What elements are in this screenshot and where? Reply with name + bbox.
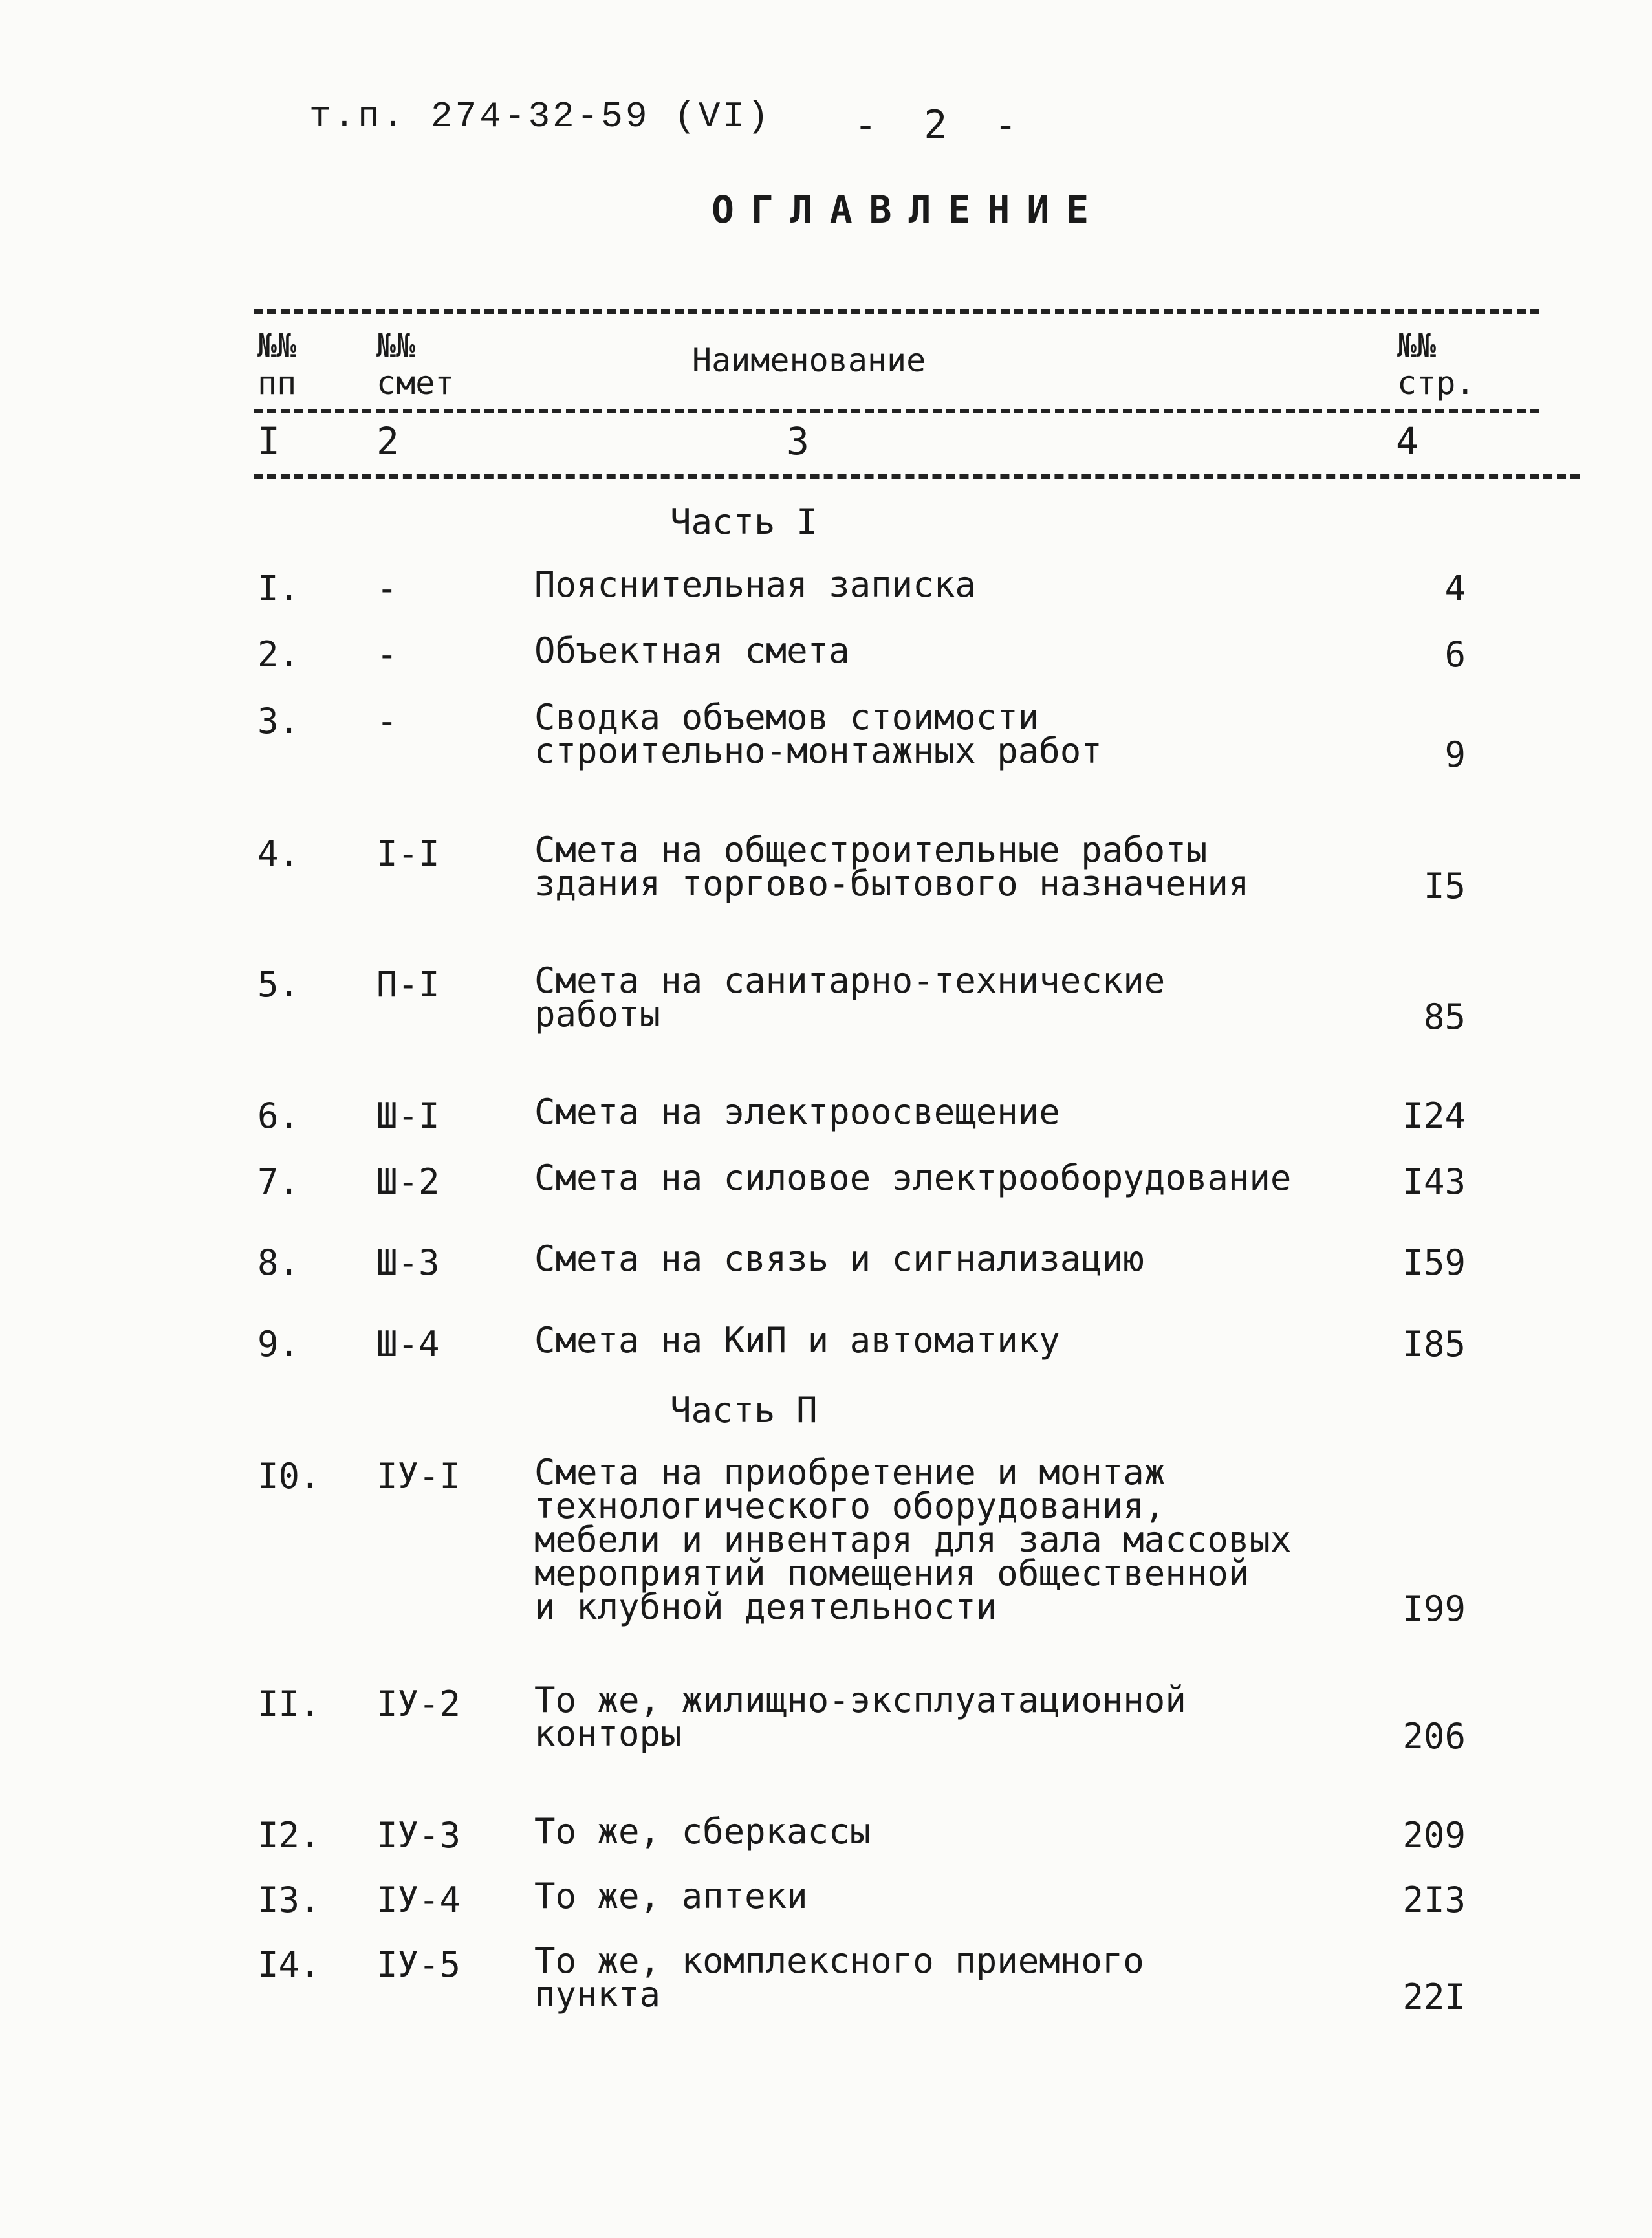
row-page: 6 — [1444, 634, 1466, 675]
row-number: 7. — [257, 1161, 300, 1202]
column-number-4: 4 — [1396, 419, 1418, 463]
row-number: 2. — [257, 634, 300, 675]
part-heading: Часть П — [670, 1390, 818, 1431]
row-smeta: Ш-4 — [376, 1324, 440, 1365]
row-number: 9. — [257, 1324, 300, 1365]
row-smeta: IУ-3 — [376, 1815, 461, 1856]
row-smeta: I-I — [376, 833, 440, 874]
row-page: 209 — [1402, 1815, 1466, 1856]
row-page: I99 — [1402, 1588, 1466, 1629]
row-name: Сводка объемов стоимости строительно-монтажных работ — [534, 697, 1102, 771]
row-page: 85 — [1423, 996, 1466, 1037]
row-page: I5 — [1423, 866, 1466, 906]
row-name: Объектная смета — [534, 630, 850, 671]
dashed-rule-middle — [254, 409, 1539, 413]
document-code: т.п. 274-32-59 (VI) — [309, 96, 772, 137]
row-smeta: Ш-I — [376, 1095, 440, 1136]
row-page: I59 — [1402, 1242, 1466, 1283]
row-smeta: - — [376, 701, 398, 741]
row-name: То же, сберкассы — [534, 1811, 871, 1852]
header-col-smeta: №№ смет — [376, 327, 455, 402]
row-number: I0. — [257, 1456, 321, 1497]
row-page: 9 — [1444, 734, 1466, 775]
row-smeta: Ш-2 — [376, 1161, 440, 1202]
row-name: Пояснительная записка — [534, 564, 976, 605]
header-col-number: №№ пп — [257, 327, 297, 402]
row-number: 5. — [257, 964, 300, 1005]
row-number: 8. — [257, 1242, 300, 1283]
header-col-page: №№ стр. — [1397, 327, 1475, 402]
part-heading: Часть I — [670, 501, 818, 542]
row-number: 3. — [257, 701, 300, 741]
column-number-3: 3 — [787, 419, 809, 463]
row-number: I2. — [257, 1815, 321, 1856]
row-smeta: IУ-4 — [376, 1880, 461, 1920]
row-smeta: IУ-I — [376, 1456, 461, 1497]
row-page: I24 — [1402, 1095, 1466, 1136]
row-name: То же, аптеки — [534, 1876, 808, 1916]
row-name: Смета на связь и сигнализацию — [534, 1238, 1144, 1279]
row-page: I85 — [1402, 1324, 1466, 1365]
row-name: Смета на общестроительные работы здания торгово-бытового назначения — [534, 829, 1250, 904]
header-col-name: Наименование — [692, 342, 926, 379]
row-smeta: IУ-5 — [376, 1944, 461, 1985]
row-name: Смета на силовое электрооборудование — [534, 1157, 1292, 1198]
row-number: I3. — [257, 1880, 321, 1920]
row-smeta: - — [376, 568, 398, 609]
row-name: Смета на санитарно-технические работы — [534, 960, 1166, 1035]
column-number-2: 2 — [376, 419, 399, 463]
row-page: 206 — [1402, 1716, 1466, 1757]
row-name: Смета на КиП и автоматику — [534, 1320, 1060, 1361]
row-number: 4. — [257, 833, 300, 874]
row-number: I4. — [257, 1944, 321, 1985]
row-page: I43 — [1402, 1161, 1466, 1202]
page-number: - 2 - — [854, 102, 1029, 148]
row-name: Смета на электроосвещение — [534, 1092, 1060, 1132]
row-name: То же, комплексного приемного пункта — [534, 1940, 1144, 2015]
row-page: 2I3 — [1402, 1880, 1466, 1920]
row-name: Смета на приобретение и монтаж технологического оборудования, мебели и инвентаря для зала массовых мероприятий помещения общественной и клубной деятельности — [534, 1452, 1292, 1627]
row-name: То же, жилищно-эксплуатационной конторы — [534, 1680, 1186, 1754]
row-page: 22I — [1402, 1977, 1466, 2017]
row-number: I. — [257, 568, 300, 609]
row-smeta: Ш-3 — [376, 1242, 440, 1283]
dashed-rule-top — [254, 309, 1539, 314]
row-smeta: П-I — [376, 964, 440, 1005]
row-number: II. — [257, 1684, 321, 1724]
row-smeta: - — [376, 634, 398, 675]
dashed-rule-bottom — [254, 474, 1580, 479]
column-number-1: I — [257, 419, 280, 463]
row-number: 6. — [257, 1095, 300, 1136]
row-smeta: IУ-2 — [376, 1684, 461, 1724]
row-page: 4 — [1444, 568, 1466, 609]
page-title: ОГЛАВЛЕНИЕ — [712, 188, 1106, 232]
